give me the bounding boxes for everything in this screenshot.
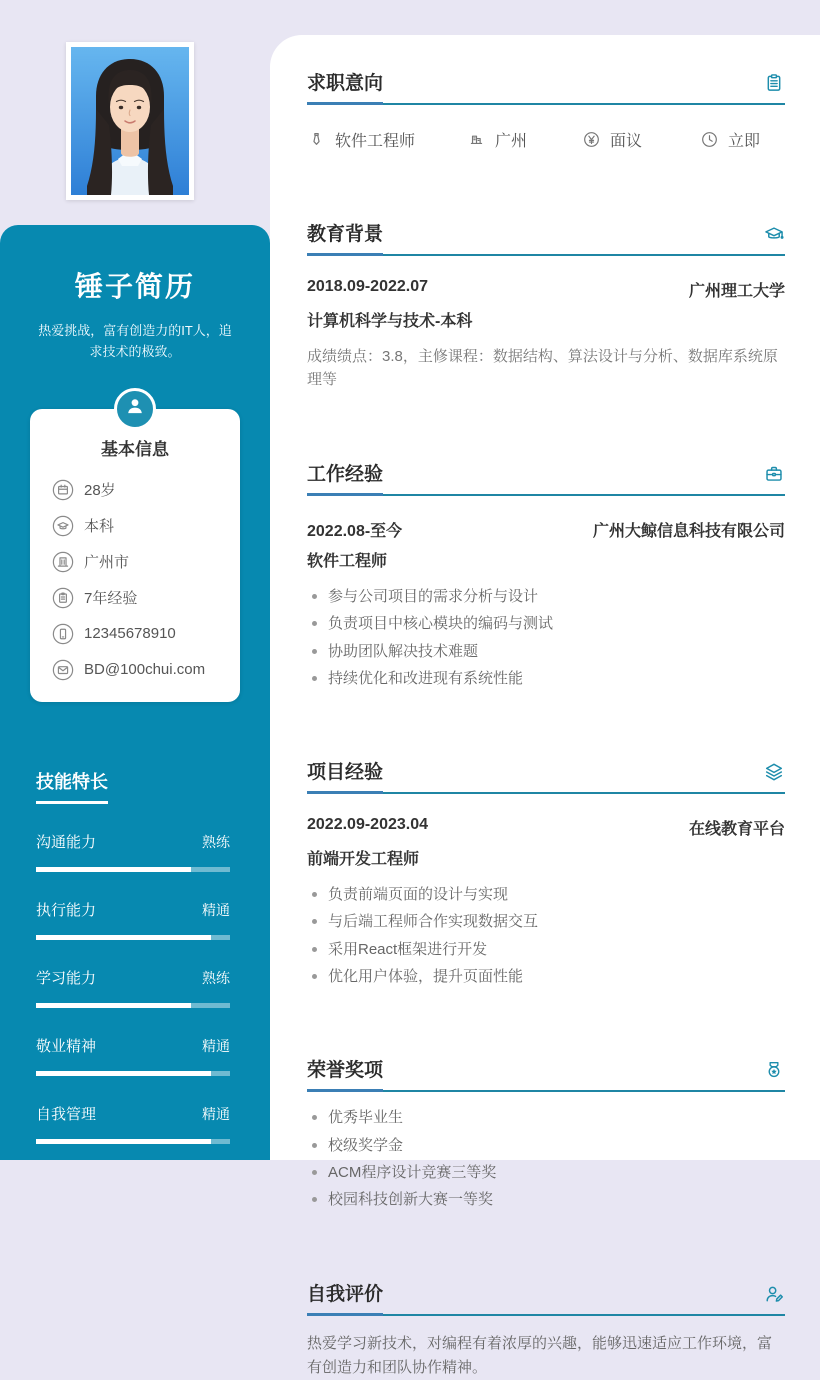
list-item [30,652,240,688]
section-header [307,1055,785,1092]
skill-progress-fill [36,1003,191,1008]
skills-section [36,768,230,1144]
project-date: 2022.09-2023.04 [307,816,428,834]
education-school: 广州理工大学 [688,283,785,300]
list-item: 负责项目中核心模块的编码与测试 [307,613,785,634]
honors-bullet-list [307,1107,785,1210]
phone-icon [52,623,74,645]
skill-item [36,831,230,872]
person-icon [124,395,146,422]
section-title: 荣誉奖项 [307,1055,383,1092]
project-role: 前端开发工程师 [307,851,420,869]
resume-tagline: 热爱挑战，富有创造力的IT人，追求技术的极致。 [38,323,232,360]
intent-items [307,128,785,151]
section-header [307,757,785,794]
skill-level: 精通 [202,901,230,918]
clipboard-icon [763,72,785,94]
list-item: 优化用户体验，提升页面性能 [307,966,785,987]
work-company: 广州大鲸信息科技有限公司 [592,523,785,540]
list-item: 参与公司项目的需求分析与设计 [307,586,785,607]
list-item: 校园科技创新大赛一等奖 [307,1189,785,1210]
resume-main [270,35,820,1376]
section-header [307,68,785,105]
list-item [30,508,240,544]
list-item: ACM程序设计竞赛三等奖 [307,1162,785,1183]
skill-progress-bar [36,935,230,940]
section-title: 教育背景 [307,219,383,256]
section-project-experience [307,757,785,987]
basic-info-card [30,409,240,702]
list-item [30,616,240,652]
skill-item [36,899,230,940]
section-header [307,219,785,256]
list-item: 协助团队解决技术难题 [307,641,785,662]
skill-level: 精通 [202,1105,230,1122]
skill-label: 敬业精神 [36,1037,97,1055]
basic-info-value: BD@100chui.com [84,661,206,679]
skill-level: 熟练 [202,969,230,986]
list-item [467,128,582,151]
section-title: 自我评价 [307,1279,383,1316]
section-education [307,219,785,391]
intent-label: 面议 [610,133,643,150]
list-item: 校级奖学金 [307,1135,785,1156]
graduation-cap-icon [52,515,74,537]
section-title: 工作经验 [307,459,383,496]
basic-info-value: 28岁 [84,482,116,500]
skill-item [36,1035,230,1076]
list-item: 采用React框架进行开发 [307,939,785,960]
person-edit-icon [763,1283,785,1305]
basic-info-value: 7年经验 [84,590,138,608]
section-header [307,1279,785,1316]
graduation-cap-icon [763,223,785,245]
avatar [114,388,156,430]
building-icon [467,130,486,149]
skill-label: 执行能力 [36,901,97,919]
skill-label: 学习能力 [36,969,97,987]
intent-label: 立即 [728,133,761,150]
basic-info-value: 本科 [84,518,115,536]
work-bullet-list [307,586,785,689]
experience-icon [52,587,74,609]
list-item [700,128,760,151]
work-role: 软件工程师 [307,553,388,570]
list-item: 负责前端页面的设计与实现 [307,884,785,905]
skill-item [36,1103,230,1144]
intent-label: 广州 [495,133,528,150]
briefcase-icon [763,463,785,485]
basic-info-value: 广州市 [84,554,130,572]
mail-icon [52,659,74,681]
skill-progress-fill [36,1139,211,1144]
list-item [30,472,240,508]
building-icon [52,551,74,573]
basic-info-list [30,472,240,688]
list-item: 优秀毕业生 [307,1107,785,1128]
list-item: 持续优化和改进现有系统性能 [307,668,785,689]
section-title: 项目经验 [307,757,383,794]
sidebar [0,225,270,1160]
resume-name: 锤子简历 [74,271,195,302]
layers-icon [763,761,785,783]
list-item [30,544,240,580]
section-title: 求职意向 [307,68,383,105]
work-entry-header [307,518,785,541]
skill-level: 精通 [202,1037,230,1054]
basic-info-title: 基本信息 [101,439,169,459]
project-bullet-list [307,884,785,987]
profile-photo-image [71,47,189,195]
project-entry-header [307,816,785,839]
basic-info-value: 12345678910 [84,625,176,643]
section-work-experience [307,459,785,689]
intent-label: 软件工程师 [335,133,416,150]
skill-level: 熟练 [202,833,230,850]
section-self-evaluation [307,1279,785,1380]
section-honors [307,1055,785,1210]
clock-icon [700,130,719,149]
education-date: 2018.09-2022.07 [307,278,428,295]
calendar-icon [52,479,74,501]
medal-icon [763,1059,785,1081]
skill-label: 自我管理 [36,1105,97,1123]
education-major: 计算机科学与技术-本科 [307,313,473,330]
skill-progress-bar [36,1139,230,1144]
skills-title: 技能特长 [36,768,108,804]
self-evaluation-text: 热爱学习新技术，对编程有着浓厚的兴趣，能够迅速适应工作环境，富有创造力和团队协作精神。 [307,1334,773,1376]
list-item [30,580,240,616]
salary-icon [582,130,601,149]
profile-photo [66,42,194,200]
list-item [307,128,467,151]
list-item [582,128,700,151]
skill-progress-fill [36,867,191,872]
list-item: 与后端工程师合作实现数据交互 [307,911,785,932]
education-entry-header [307,278,785,301]
skill-progress-fill [36,935,211,940]
work-date: 2022.08-至今 [307,523,403,540]
skill-progress-bar [36,867,230,872]
skill-progress-fill [36,1071,211,1076]
skill-item [36,967,230,1008]
project-name: 在线教育平台 [688,821,785,839]
section-header [307,459,785,496]
skill-progress-bar [36,1003,230,1008]
skill-label: 沟通能力 [36,833,97,851]
education-description: 成绩绩点：3.8，主修课程：数据结构、算法设计与分析、数据库系统原理等 [307,348,778,388]
skill-progress-bar [36,1071,230,1076]
section-job-intent [307,68,785,151]
tie-icon [307,130,326,149]
